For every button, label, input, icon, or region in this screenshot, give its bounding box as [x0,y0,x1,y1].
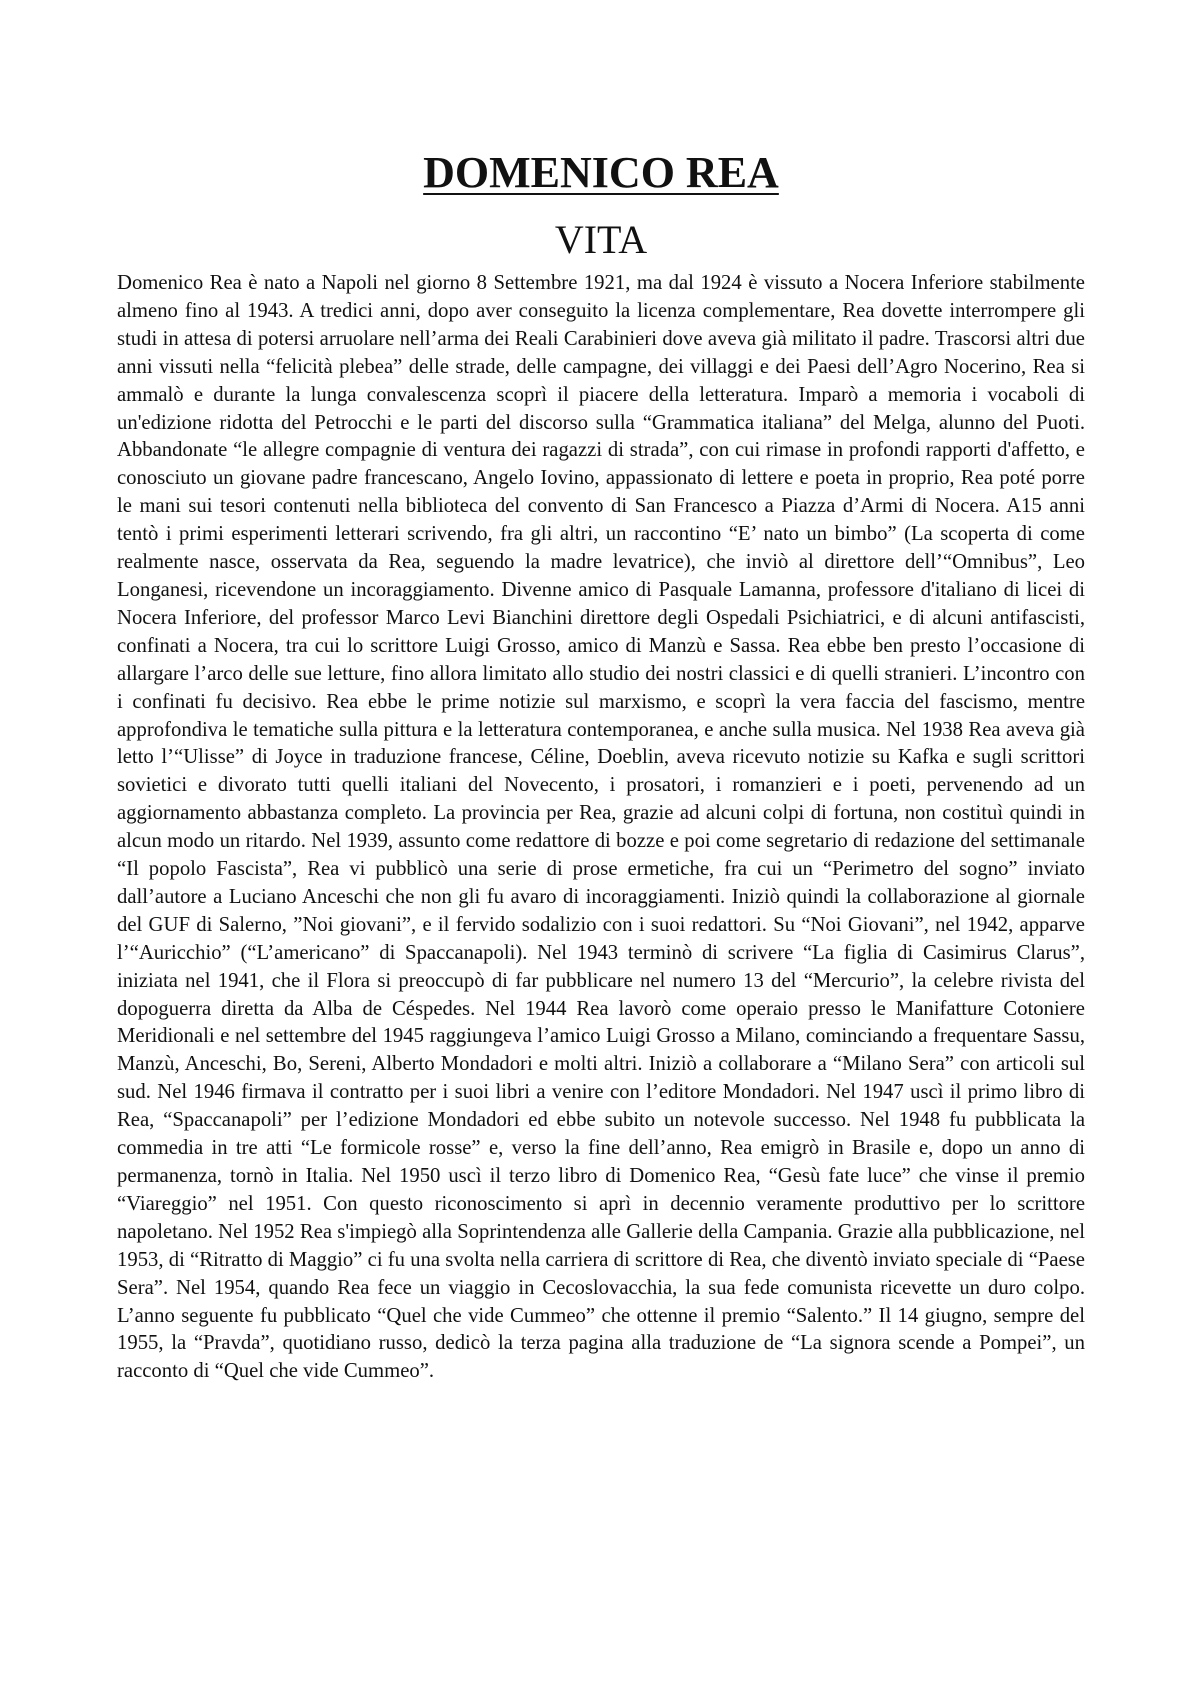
document-title: DOMENICO REA [423,148,779,197]
body-paragraph: Domenico Rea è nato a Napoli nel giorno 8 Settembre 1921, ma dal 1924 è vissuto a Nocera Inferiore stabilmente almeno fino al 1943. A tredici anni, dopo aver conseguito la licenza complementare, Rea dovette interrompere gli studi in attesa di potersi arruolare nell’arma dei Reali Carabinieri dove aveva già militato il padre. Trascorsi altri due anni vissuti nella “felicità plebea” delle strade, delle campagne, dei villaggi e dei Paesi dell’Agro Nocerino, Rea si ammalò e durante la lunga convalescenza scoprì il piacere della letteratura. Imparò a memoria i vocaboli di un'edizione ridotta del Petrocchi e le parti del discorso sulla “Grammatica italiana” del Melga, alunno del Puoti. Abbandonate “le allegre compagnie di ventura dei ragazzi di strada”, con cui rimase in profondi rapporti d'affetto, e conosciuto un giovane padre francescano, Angelo Iovino, appassionato di lettere e poeta in proprio, Rea poté porre le mani sui tesori contenuti nella biblioteca del convento di San Francesco a Piazza d’Armi di Nocera. A15 anni tentò i primi esperimenti letterari scrivendo, fra gli altri, un raccontino “E’ nato un bimbo” (La scoperta di come realmente nasce, osservata da Rea, seguendo la madre levatrice), che inviò al direttore dell’“Omnibus”, Leo Longanesi, ricevendone un incoraggiamento. Divenne amico di Pasquale Lamanna, professore d'italiano di licei di Nocera Inferiore, del professor Marco Levi Bianchini direttore degli Ospedali Psichiatrici, e di alcuni antifascisti, confinati a Nocera, tra cui lo scrittore Luigi Grosso, amico di Manzù e Sassa. Rea ebbe ben presto l’occasione di allargare l’arco delle sue letture, fino allora limitato allo studio dei nostri classici e di quelli stranieri. L’incontro con i confinati fu decisivo. Rea ebbe le prime notizie sul marxismo, e scoprì la vera faccia del fascismo, mentre approfondiva le tematiche sulla pittura e la letteratura contemporanea, e anche sulla musica. Nel 1938 Rea aveva già letto l’“Ulisse” di Joyce in traduzione francese, Céline, Doeblin, aveva ricevuto notizie su Kafka e sugli scrittori sovietici e divorato tutti quelli italiani del Novecento, i prosatori, i romanzieri e i poeti, pervenendo ad un aggiornamento abbastanza completo. La provincia per Rea, grazie ad alcuni colpi di fortuna, non costituì quindi in alcun modo un ritardo. Nel 1939, assunto come redattore di bozze e poi come segretario di redazione del settimanale “Il popolo Fascista”, Rea vi pubblicò una serie di prose ermetiche, fra cui un “Perimetro del sogno” inviato dall’autore a Luciano Anceschi che non gli fu avaro di incoraggiamenti. Iniziò quindi la collaborazione al giornale del GUF di Salerno, ”Noi giovani”, e il fervido sodalizio con i suoi redattori. Su “Noi Giovani”, nel 1942, apparve l’“Auricchio” (“L’americano” di Spaccanapoli). Nel 1943 terminò di scrivere “La figlia di Casimirus Clarus”, iniziata nel 1941, che il Flora si preoccupò di far pubblicare nel numero 13 del “Mercurio”, la celebre rivista del dopoguerra diretta da Alba de Céspedes. Nel 1944 Rea lavorò come operaio presso le Manifatture Cotoniere Meridionali e nel settembre del 1945 raggiungeva l’amico Luigi Grosso a Milano, cominciando a frequentare Sassu, Manzù, Anceschi, Bo, Sereni, Alberto Mondadori e molti altri. Iniziò a collaborare a “Milano Sera” con articoli sul sud. Nel 1946 firmava il contratto per i suoi libri a venire con l’editore Mondadori. Nel 1947 uscì il primo libro di Rea, “Spaccanapoli” per l’edizione Mondadori ed ebbe subito un notevole successo. Nel 1948 fu pubblicata la commedia in tre atti “Le formicole rosse” e, verso la fine dell’anno, Rea emigrò in Brasile e, dopo un anno di permanenza, tornò in Italia. Nel 1950 uscì il terzo libro di Domenico Rea, “Gesù fate luce” che vinse il premio “Viareggio” nel 1951. Con questo riconoscimento si aprì in decennio veramente produttivo per lo scrittore napoletano. Nel 1952 Rea s'impiegò alla Soprintendenza alle Gallerie della Campania. Grazie alla pubblicazione, nel 1953, di “Ritratto di Maggio” ci fu una svolta nella carriera di scrittore di Rea, che diventò inviato speciale di “Paese Sera”. Nel 1954, quando Rea fece un viaggio in Cecoslovacchia, la sua fede comunista ricevette un duro colpo. L’anno seguente fu pubblicato “Quel che vide Cummeo” che ottenne il premio “Salento.” Il 14 giugno, sempre del 1955, la “Pravda”, quotidiano russo, dedicò la terza pagina alla traduzione de “La signora scende a Pompei”, un racconto di “Quel che vide Cummeo”. [117,272,1085,1383]
section-heading: VITA [554,217,648,262]
document-page [117,148,1085,1386]
